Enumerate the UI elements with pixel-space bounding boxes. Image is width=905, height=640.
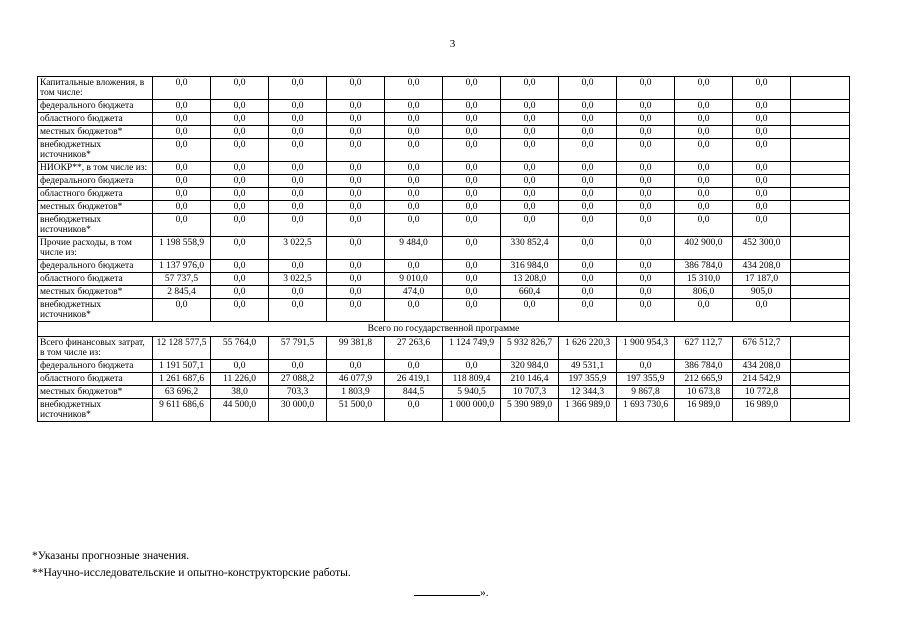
table-cell: 0,0 [153, 175, 211, 188]
table-cell: 0,0 [443, 273, 501, 286]
table-cell [791, 162, 850, 175]
table-cell: 386 784,0 [675, 360, 733, 373]
table-cell: 197 355,9 [617, 373, 675, 386]
table-cell: 0,0 [327, 175, 385, 188]
table-cell: 0,0 [675, 126, 733, 139]
table-cell: 0,0 [327, 113, 385, 126]
table-cell: 0,0 [559, 188, 617, 201]
table-cell: 0,0 [675, 299, 733, 322]
table-cell: 0,0 [327, 201, 385, 214]
table-cell: 57 791,5 [269, 337, 327, 360]
row-label: областного бюджета [38, 273, 153, 286]
table-cell: 0,0 [385, 139, 443, 162]
table-cell: 434 208,0 [733, 260, 791, 273]
table-cell: 0,0 [733, 100, 791, 113]
table-cell: 0,0 [211, 126, 269, 139]
table-cell: 0,0 [733, 139, 791, 162]
table-cell: 0,0 [327, 139, 385, 162]
table-cell: 0,0 [327, 260, 385, 273]
table-cell: 0,0 [327, 100, 385, 113]
table-cell: 1 366 989,0 [559, 399, 617, 422]
table-cell: 0,0 [617, 299, 675, 322]
table-cell: 0,0 [501, 113, 559, 126]
table-cell: 0,0 [501, 201, 559, 214]
table-cell: 0,0 [559, 100, 617, 113]
table-cell: 99 381,8 [327, 337, 385, 360]
table-cell: 0,0 [443, 260, 501, 273]
table-cell: 0,0 [443, 299, 501, 322]
table-cell: 15 310,0 [675, 273, 733, 286]
table-cell: 0,0 [559, 201, 617, 214]
table-cell [791, 113, 850, 126]
table-cell: 660,4 [501, 286, 559, 299]
table-cell: 0,0 [327, 273, 385, 286]
table-cell: 0,0 [559, 77, 617, 100]
table-cell: 0,0 [733, 113, 791, 126]
table-cell [791, 286, 850, 299]
table-row [38, 399, 850, 422]
table-cell: 0,0 [269, 162, 327, 175]
table-cell: 0,0 [443, 188, 501, 201]
row-label: Всего финансовых затрат, в том числе из: [38, 337, 153, 360]
table-cell: 0,0 [559, 286, 617, 299]
table-cell: 316 984,0 [501, 260, 559, 273]
table-cell: 386 784,0 [675, 260, 733, 273]
table-cell: 0,0 [675, 214, 733, 237]
table-cell: 0,0 [501, 139, 559, 162]
table-cell: 210 146,4 [501, 373, 559, 386]
table-cell: 0,0 [211, 237, 269, 260]
closing-mark [414, 584, 489, 599]
table-cell: 0,0 [153, 299, 211, 322]
table-cell: 0,0 [617, 286, 675, 299]
table-cell: 0,0 [559, 214, 617, 237]
blank-line [414, 584, 480, 596]
table-cell: 0,0 [501, 299, 559, 322]
table-cell: 0,0 [501, 175, 559, 188]
table-cell: 0,0 [443, 286, 501, 299]
table-cell [791, 237, 850, 260]
table-cell: 1 198 558,9 [153, 237, 211, 260]
table-cell: 0,0 [443, 139, 501, 162]
section-title: Всего по государственной программе [38, 322, 850, 337]
row-label: федерального бюджета [38, 260, 153, 273]
table-cell: 0,0 [559, 260, 617, 273]
table-cell [791, 299, 850, 322]
table-cell: 0,0 [211, 286, 269, 299]
table-cell: 2 845,4 [153, 286, 211, 299]
table-cell: 0,0 [211, 188, 269, 201]
table-cell: 1 000 000,0 [443, 399, 501, 422]
table-cell: 0,0 [733, 162, 791, 175]
table-cell: 9 010,0 [385, 273, 443, 286]
table-cell: 212 665,9 [675, 373, 733, 386]
table-cell: 0,0 [443, 113, 501, 126]
table-row [38, 201, 850, 214]
table-cell: 0,0 [327, 214, 385, 237]
table-cell: 1 261 687,6 [153, 373, 211, 386]
table-cell: 49 531,1 [559, 360, 617, 373]
table-cell: 0,0 [675, 188, 733, 201]
table-cell: 0,0 [211, 360, 269, 373]
table-cell: 12 344,3 [559, 386, 617, 399]
table-cell: 0,0 [327, 237, 385, 260]
table-cell: 0,0 [211, 175, 269, 188]
table-cell: 0,0 [385, 260, 443, 273]
table-cell: 11 226,0 [211, 373, 269, 386]
table-cell: 0,0 [443, 201, 501, 214]
table-cell: 0,0 [211, 113, 269, 126]
table-cell: 402 900,0 [675, 237, 733, 260]
row-label: Капитальные вложения, в том числе: [38, 77, 153, 100]
table-cell [791, 386, 850, 399]
table-cell: 0,0 [675, 77, 733, 100]
table-cell: 0,0 [211, 162, 269, 175]
table-cell: 0,0 [443, 360, 501, 373]
table-cell: 0,0 [501, 188, 559, 201]
table-row [38, 299, 850, 322]
table-cell: 5 390 989,0 [501, 399, 559, 422]
row-label: НИОКР**, в том числе из: [38, 162, 153, 175]
table-row [38, 337, 850, 360]
table-cell: 55 764,0 [211, 337, 269, 360]
table-cell: 5 932 826,7 [501, 337, 559, 360]
row-label: местных бюджетов* [38, 126, 153, 139]
table-row [38, 113, 850, 126]
table-cell: 16 989,0 [733, 399, 791, 422]
table-body-bottom [38, 337, 850, 422]
table-cell: 1 693 730,6 [617, 399, 675, 422]
table-row [38, 162, 850, 175]
table-cell: 0,0 [385, 299, 443, 322]
table-cell [791, 175, 850, 188]
table-row [38, 77, 850, 100]
table-cell: 3 022,5 [269, 237, 327, 260]
table-cell [791, 139, 850, 162]
table-cell: 10 707,3 [501, 386, 559, 399]
financing-table [37, 76, 850, 422]
table-cell: 0,0 [443, 175, 501, 188]
table-cell [791, 360, 850, 373]
table-cell: 0,0 [385, 162, 443, 175]
table-cell: 0,0 [443, 77, 501, 100]
table-cell: 0,0 [269, 100, 327, 113]
table-cell: 0,0 [327, 188, 385, 201]
table-cell: 0,0 [269, 188, 327, 201]
table-cell: 0,0 [675, 113, 733, 126]
table-cell: 844,5 [385, 386, 443, 399]
table-cell: 0,0 [269, 299, 327, 322]
row-label: федерального бюджета [38, 175, 153, 188]
table-cell: 13 208,0 [501, 273, 559, 286]
table-cell: 0,0 [153, 139, 211, 162]
table-cell: 63 696,2 [153, 386, 211, 399]
table-cell: 26 419,1 [385, 373, 443, 386]
table-cell: 0,0 [617, 126, 675, 139]
table-cell [791, 260, 850, 273]
table-cell: 0,0 [733, 77, 791, 100]
table-cell: 0,0 [211, 214, 269, 237]
table-cell: 0,0 [269, 175, 327, 188]
table-row [38, 175, 850, 188]
table-row [38, 100, 850, 113]
table-cell: 0,0 [385, 77, 443, 100]
row-label: внебюджетных источников* [38, 139, 153, 162]
table-cell: 0,0 [501, 214, 559, 237]
table-cell: 0,0 [153, 162, 211, 175]
footnote-1: *Указаны прогнозные значения. [32, 550, 190, 562]
table-cell: 320 984,0 [501, 360, 559, 373]
row-label: местных бюджетов* [38, 201, 153, 214]
table-cell [791, 399, 850, 422]
table-cell: 27 088,2 [269, 373, 327, 386]
table-cell: 44 500,0 [211, 399, 269, 422]
table-cell: 0,0 [443, 214, 501, 237]
table-cell: 0,0 [617, 113, 675, 126]
table-cell [791, 126, 850, 139]
table-cell: 0,0 [675, 175, 733, 188]
table-cell: 0,0 [327, 162, 385, 175]
table-cell: 0,0 [385, 113, 443, 126]
table-cell: 0,0 [559, 237, 617, 260]
table-cell: 0,0 [617, 188, 675, 201]
table-row [38, 373, 850, 386]
table-cell: 5 940,5 [443, 386, 501, 399]
table-cell: 17 187,0 [733, 273, 791, 286]
table-cell: 0,0 [327, 286, 385, 299]
table-cell: 0,0 [269, 360, 327, 373]
table-cell [791, 337, 850, 360]
table-cell: 330 852,4 [501, 237, 559, 260]
table-cell: 0,0 [327, 126, 385, 139]
row-label: внебюджетных источников* [38, 214, 153, 237]
table-cell: 0,0 [385, 188, 443, 201]
table-cell: 676 512,7 [733, 337, 791, 360]
table-cell: 12 128 577,5 [153, 337, 211, 360]
table-cell: 9 611 686,6 [153, 399, 211, 422]
table-cell: 0,0 [501, 100, 559, 113]
table-cell: 51 500,0 [327, 399, 385, 422]
table-cell: 0,0 [153, 77, 211, 100]
table-cell: 0,0 [617, 100, 675, 113]
table-cell: 1 900 954,3 [617, 337, 675, 360]
footnote-2: **Научно-исследовательские и опытно-конструкторские работы. [32, 567, 351, 579]
table-cell: 118 809,4 [443, 373, 501, 386]
table-cell: 0,0 [211, 201, 269, 214]
table-cell: 0,0 [443, 100, 501, 113]
table-row [38, 214, 850, 237]
table-cell: 0,0 [269, 214, 327, 237]
table-cell: 0,0 [733, 201, 791, 214]
table-cell: 0,0 [385, 360, 443, 373]
row-label: областного бюджета [38, 373, 153, 386]
table-cell: 0,0 [269, 260, 327, 273]
row-label: местных бюджетов* [38, 386, 153, 399]
table-cell: 806,0 [675, 286, 733, 299]
table-cell: 30 000,0 [269, 399, 327, 422]
table-cell [791, 188, 850, 201]
section-row [38, 322, 850, 337]
table-cell [791, 373, 850, 386]
table-cell: 0,0 [617, 77, 675, 100]
table-cell: 474,0 [385, 286, 443, 299]
row-label: областного бюджета [38, 113, 153, 126]
table-cell: 0,0 [385, 399, 443, 422]
table-cell: 0,0 [153, 214, 211, 237]
table-cell: 0,0 [559, 126, 617, 139]
table-cell: 0,0 [675, 100, 733, 113]
table-cell: 1 191 507,1 [153, 360, 211, 373]
table-cell: 9 484,0 [385, 237, 443, 260]
table-cell: 0,0 [617, 162, 675, 175]
table-cell: 0,0 [153, 126, 211, 139]
table-cell: 57 737,5 [153, 273, 211, 286]
table-cell [791, 77, 850, 100]
table-cell: 0,0 [385, 175, 443, 188]
table-cell: 0,0 [211, 77, 269, 100]
table-cell: 1 626 220,3 [559, 337, 617, 360]
table-row [38, 237, 850, 260]
table-cell: 0,0 [443, 162, 501, 175]
table-cell [791, 214, 850, 237]
table-cell: 0,0 [153, 113, 211, 126]
table-cell: 0,0 [211, 139, 269, 162]
table-cell: 0,0 [617, 175, 675, 188]
table-cell: 0,0 [327, 299, 385, 322]
table-cell: 627 112,7 [675, 337, 733, 360]
table-row [38, 126, 850, 139]
table-cell: 0,0 [211, 260, 269, 273]
table-row [38, 360, 850, 373]
table-cell: 0,0 [211, 299, 269, 322]
row-label: федерального бюджета [38, 360, 153, 373]
table-cell: 1 803,9 [327, 386, 385, 399]
table-cell: 197 355,9 [559, 373, 617, 386]
footnotes [32, 548, 351, 582]
table-cell: 10 673,8 [675, 386, 733, 399]
row-label: Прочие расходы, в том числе из: [38, 237, 153, 260]
row-label: внебюджетных источников* [38, 299, 153, 322]
table-row [38, 260, 850, 273]
table-cell: 0,0 [269, 113, 327, 126]
table-cell: 0,0 [385, 100, 443, 113]
table-cell: 0,0 [617, 237, 675, 260]
table-row [38, 188, 850, 201]
table-cell: 1 137 976,0 [153, 260, 211, 273]
closing-quote: ». [480, 587, 489, 599]
table-cell [791, 100, 850, 113]
table-body-top [38, 77, 850, 322]
table-cell: 0,0 [501, 162, 559, 175]
table-row [38, 386, 850, 399]
table-cell: 0,0 [675, 139, 733, 162]
table-cell: 0,0 [327, 77, 385, 100]
table-cell: 0,0 [733, 126, 791, 139]
table-cell: 0,0 [617, 201, 675, 214]
table-cell: 0,0 [501, 77, 559, 100]
table-cell [791, 273, 850, 286]
table-cell: 214 542,9 [733, 373, 791, 386]
table-cell: 0,0 [617, 139, 675, 162]
table-cell: 0,0 [617, 214, 675, 237]
table-cell: 0,0 [385, 201, 443, 214]
table-cell: 0,0 [675, 162, 733, 175]
table-cell: 0,0 [443, 126, 501, 139]
table-cell: 0,0 [269, 201, 327, 214]
page-number: 3 [449, 38, 456, 50]
table-cell: 0,0 [559, 113, 617, 126]
row-label: областного бюджета [38, 188, 153, 201]
table-cell: 0,0 [385, 126, 443, 139]
table-cell: 0,0 [733, 299, 791, 322]
table-cell: 27 263,6 [385, 337, 443, 360]
table-cell: 38,0 [211, 386, 269, 399]
table-cell: 0,0 [617, 260, 675, 273]
table-cell: 905,0 [733, 286, 791, 299]
row-label: внебюджетных источников* [38, 399, 153, 422]
table-cell: 0,0 [559, 175, 617, 188]
table-cell: 0,0 [211, 273, 269, 286]
table-cell: 0,0 [269, 77, 327, 100]
table-cell: 452 300,0 [733, 237, 791, 260]
table-cell: 0,0 [211, 100, 269, 113]
table-cell: 10 772,8 [733, 386, 791, 399]
table-cell: 0,0 [559, 139, 617, 162]
table-cell: 0,0 [617, 273, 675, 286]
table-cell: 0,0 [617, 360, 675, 373]
table-cell: 0,0 [153, 201, 211, 214]
row-label: федерального бюджета [38, 100, 153, 113]
table-cell: 0,0 [327, 360, 385, 373]
table-row [38, 139, 850, 162]
table-row [38, 273, 850, 286]
table-cell: 0,0 [385, 214, 443, 237]
table-cell: 0,0 [269, 286, 327, 299]
table-cell: 0,0 [675, 201, 733, 214]
table-cell [791, 201, 850, 214]
table-row [38, 286, 850, 299]
table-cell: 16 989,0 [675, 399, 733, 422]
table-cell: 0,0 [733, 214, 791, 237]
table-cell: 0,0 [559, 162, 617, 175]
table-cell: 434 208,0 [733, 360, 791, 373]
table-cell: 1 124 749,9 [443, 337, 501, 360]
table-cell: 0,0 [559, 273, 617, 286]
table-cell: 0,0 [153, 100, 211, 113]
table-cell: 0,0 [153, 188, 211, 201]
table-cell: 0,0 [443, 237, 501, 260]
table-cell: 703,3 [269, 386, 327, 399]
table-cell: 0,0 [733, 175, 791, 188]
table-cell: 0,0 [269, 139, 327, 162]
table-cell: 46 077,9 [327, 373, 385, 386]
table-cell: 0,0 [269, 126, 327, 139]
table-cell: 0,0 [733, 188, 791, 201]
table-cell: 0,0 [559, 299, 617, 322]
table-section [38, 322, 850, 337]
table-cell: 0,0 [501, 126, 559, 139]
row-label: местных бюджетов* [38, 286, 153, 299]
table-cell: 9 867,8 [617, 386, 675, 399]
table-cell: 3 022,5 [269, 273, 327, 286]
